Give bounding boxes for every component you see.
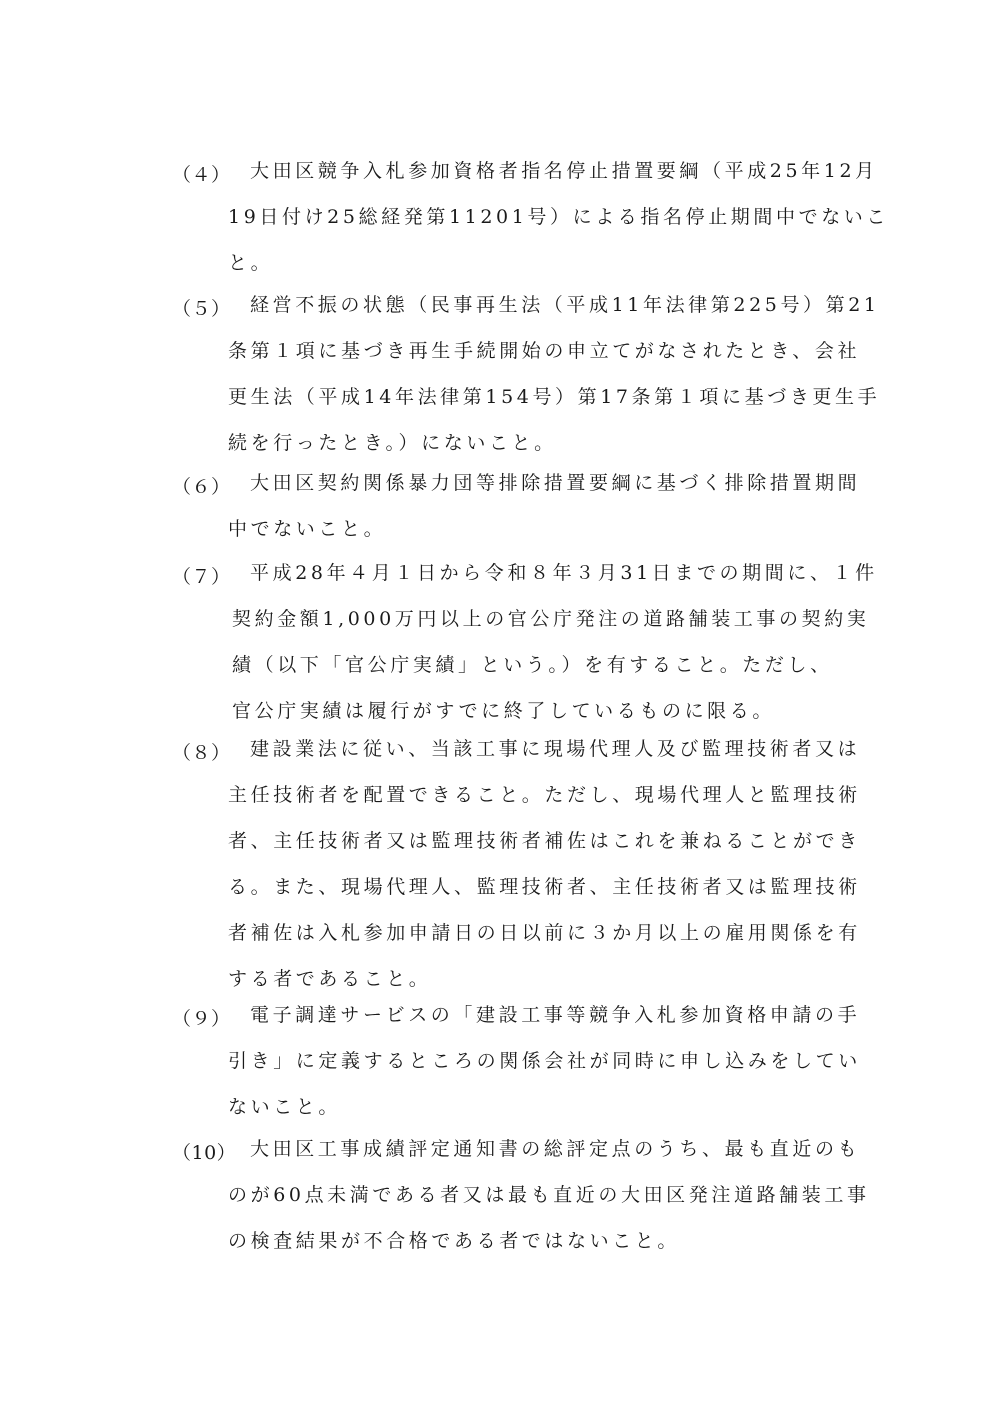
item-text-line: 更生法（平成14年法律第154号）第17条第１項に基づき更生手 [228,386,881,408]
item-text-line: 者補佐は入札参加申請日の日以前に３か月以上の雇用関係を有 [228,922,861,944]
item-number: （９） [172,1008,231,1030]
item-text-line: 建設業法に従い、当該工事に現場代理人及び監理技術者又は [250,738,861,760]
item-text-line: 19日付け25総経発第11201号）による指名停止期間中でないこ [228,206,889,228]
item-text-line: 官公庁実績は履行がすでに終了しているものに限る。 [232,700,775,722]
item-text-line: 契約金額1,000万円以上の官公庁発注の道路舗装工事の契約実 [232,608,870,630]
item-text-line: のが60点未満である者又は最も直近の大田区発注道路舗装工事 [228,1184,870,1206]
item-number: （４） [172,164,231,186]
item-text-line: 引き」に定義するところの関係会社が同時に申し込みをしてい [228,1050,861,1072]
item-text-line: 大田区契約関係暴力団等排除措置要綱に基づく排除措置期間 [250,472,861,494]
item-text-line: 績（以下「官公庁実績」という。）を有すること。ただし、 [232,654,833,676]
item-text-line: 電子調達サービスの「建設工事等競争入札参加資格申請の手 [250,1004,861,1026]
item-text-line: 主任技術者を配置できること。ただし、現場代理人と監理技術 [228,784,861,806]
item-text-line: する者であること。 [228,968,432,990]
item-text-line: 条第１項に基づき再生手続開始の申立てがなされたとき、会社 [228,340,861,362]
item-number: （７） [172,566,231,588]
item-text-line: 経営不振の状態（民事再生法（平成11年法律第225号）第21 [250,294,880,316]
item-text-line: の検査結果が不合格である者ではないこと。 [228,1230,681,1252]
item-text-line: 中でないこと。 [228,518,387,540]
item-number: （５） [172,298,231,320]
item-text-line: 大田区工事成績評定通知書の総評定点のうち、最も直近のも [250,1138,861,1160]
item-text-line: ないこと。 [228,1096,342,1118]
item-text-line: 者、主任技術者又は監理技術者補佐はこれを兼ねることができ [228,830,861,852]
item-number: （６） [172,476,231,498]
item-number: （10） [172,1142,237,1164]
item-text-line: 平成28年４月１日から令和８年３月31日までの期間に、１件 [250,562,878,584]
item-number: （８） [172,742,231,764]
item-text-line: る。また、現場代理人、監理技術者、主任技術者又は監理技術 [228,876,861,898]
item-text-line: と。 [228,252,274,274]
item-text-line: 続を行ったとき。）にないこと。 [228,432,557,454]
item-text-line: 大田区競争入札参加資格者指名停止措置要綱（平成25年12月 [250,160,878,182]
